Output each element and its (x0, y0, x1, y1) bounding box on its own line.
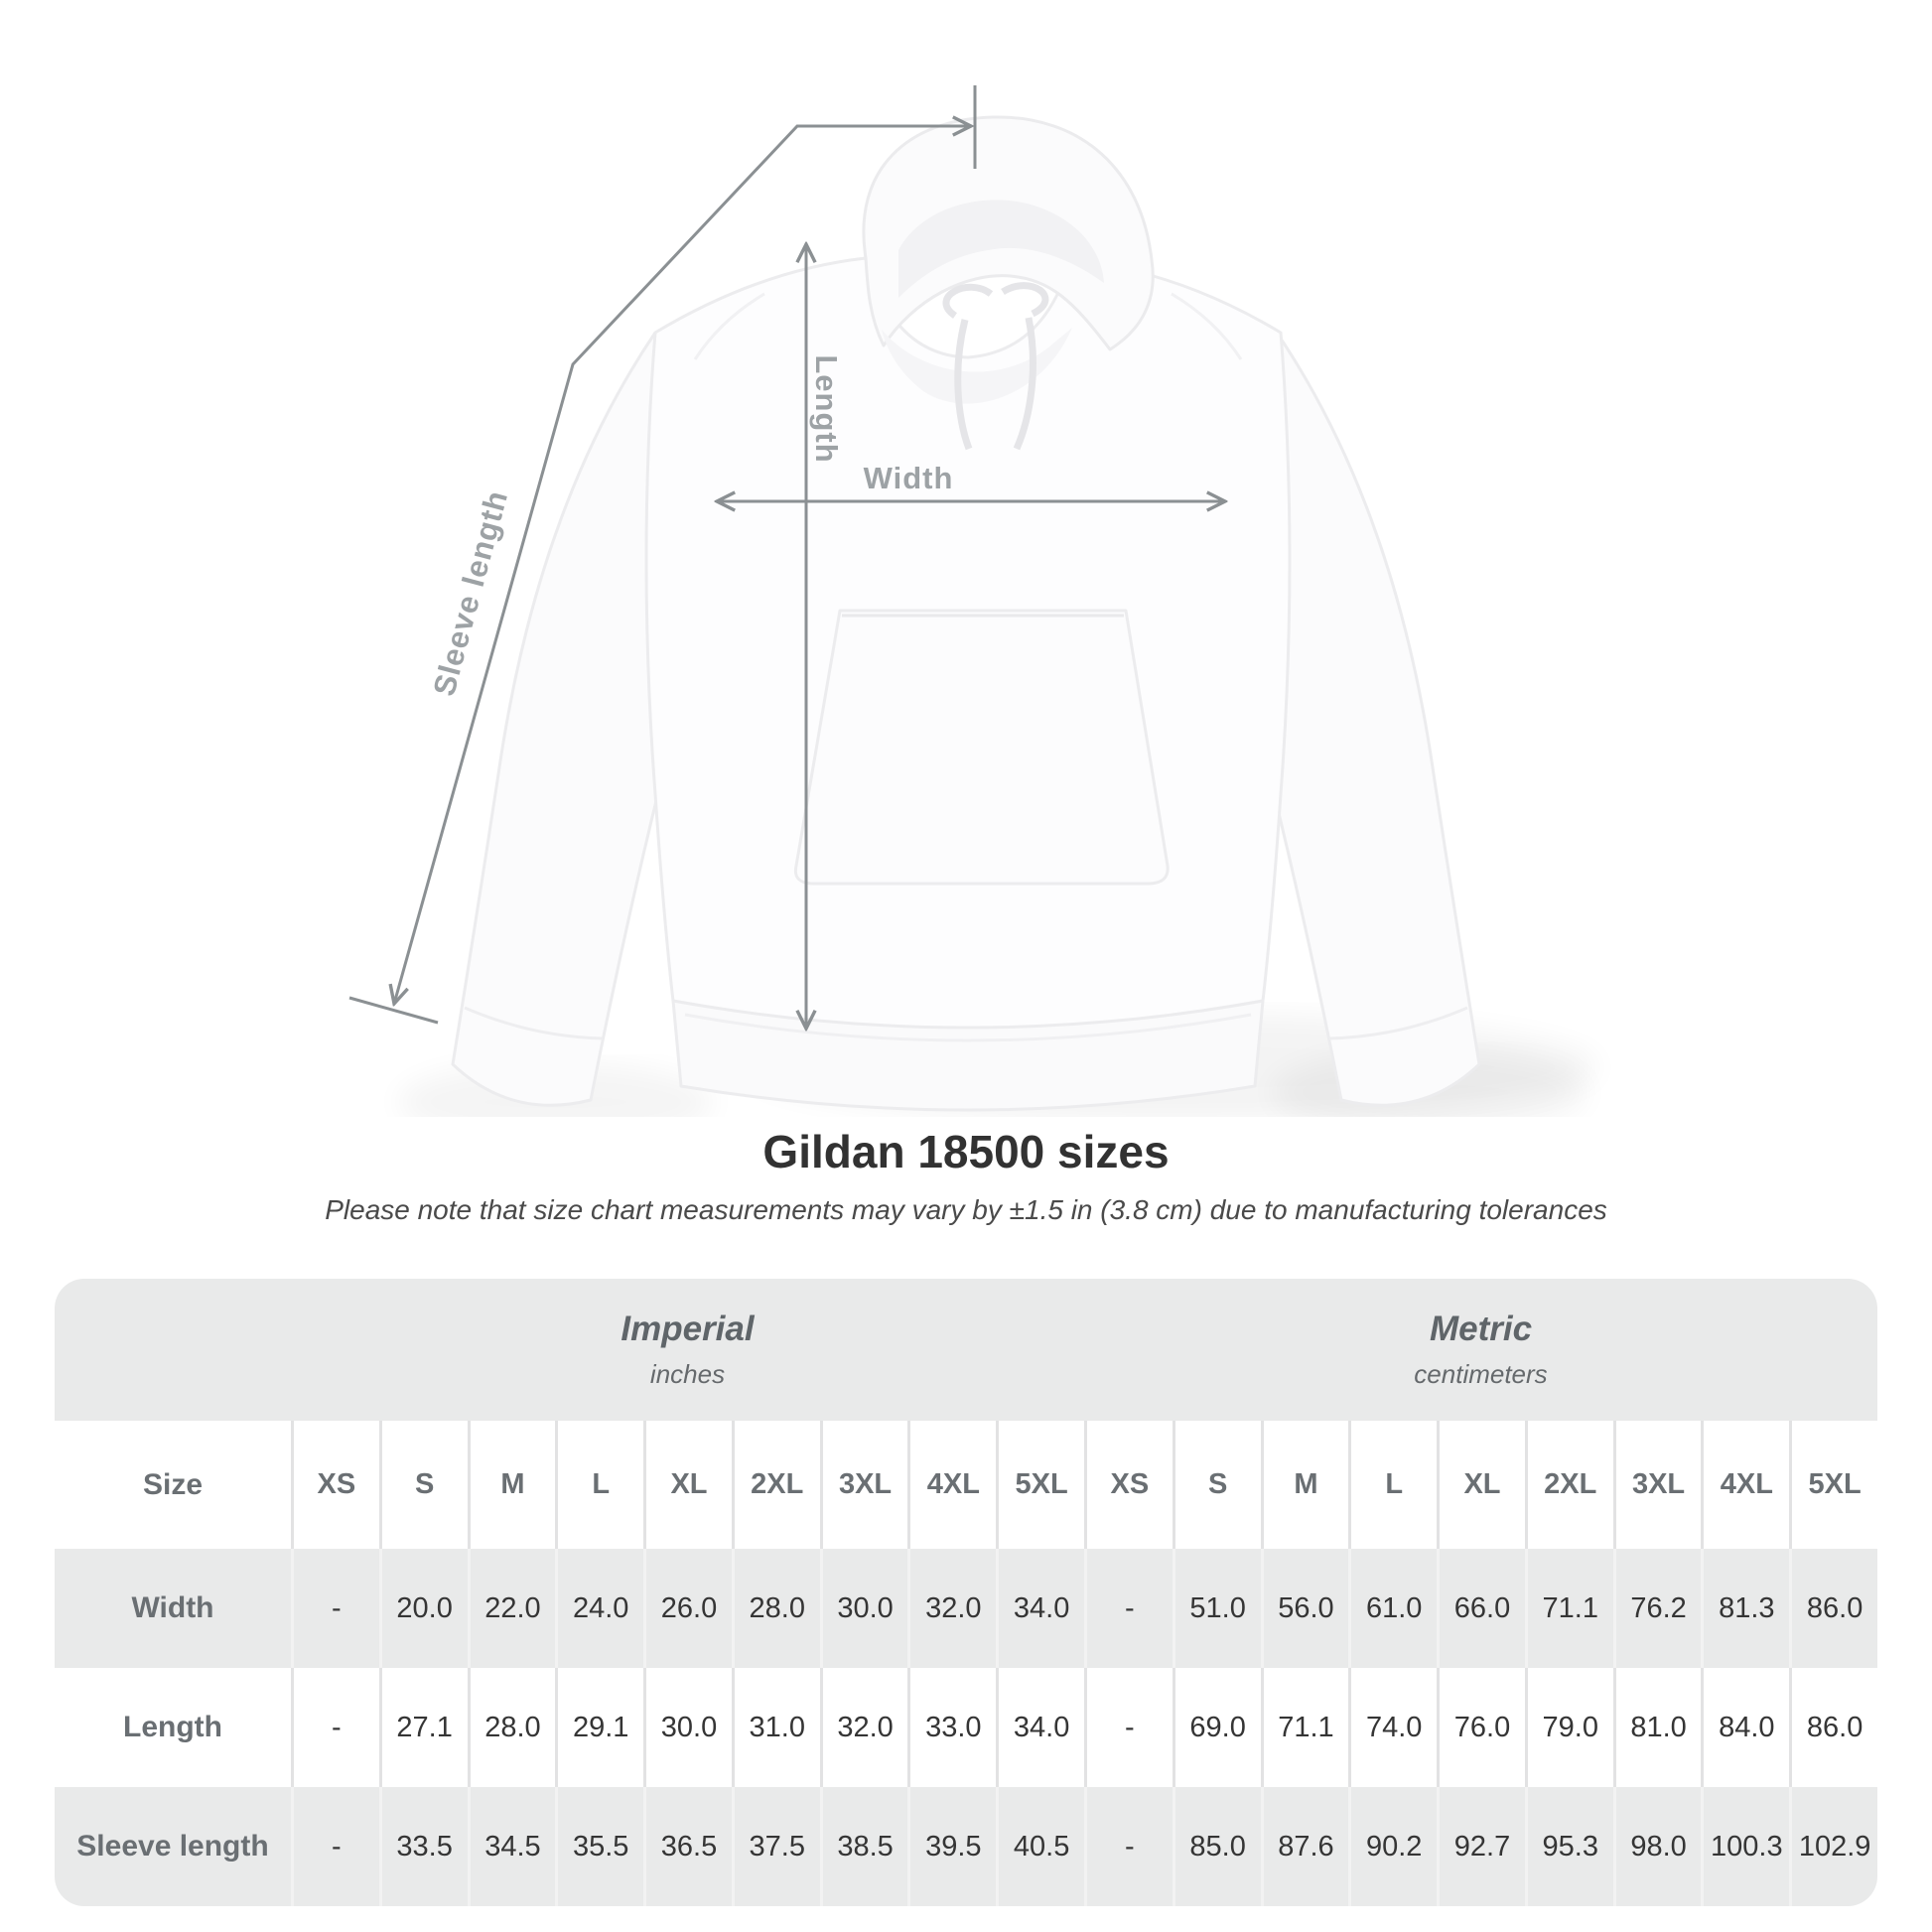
length-value-cell: 79.0 (1525, 1668, 1613, 1787)
sleeve-length-value-cell: 92.7 (1437, 1787, 1525, 1906)
sleeve-length-value-cell: 39.5 (907, 1787, 996, 1906)
sleeve-length-value-cell: 36.5 (643, 1787, 732, 1906)
sleeve-length-label: Sleeve length (426, 485, 515, 700)
sleeve-length-value-cell: 90.2 (1348, 1787, 1437, 1906)
size-column-header: M (1261, 1421, 1349, 1549)
length-value-cell: 32.0 (820, 1668, 908, 1787)
width-value-cell: - (291, 1549, 379, 1668)
sleeve-length-value-cell: 35.5 (555, 1787, 643, 1906)
table-row-width (55, 1549, 1877, 1668)
length-value-cell: 81.0 (1613, 1668, 1702, 1787)
width-value-cell: 34.0 (996, 1549, 1084, 1668)
length-value-cell: 33.0 (907, 1668, 996, 1787)
sleeve-length-value-cell: 98.0 (1613, 1787, 1702, 1906)
table-row-sleeve-length (55, 1787, 1877, 1906)
length-row-label: Length (123, 1711, 222, 1743)
imperial-header-group (291, 1310, 1084, 1390)
sleeve-length-value-cell: 37.5 (732, 1787, 820, 1906)
sleeve-length-value-cell: 40.5 (996, 1787, 1084, 1906)
sleeve-length-value-cell: - (1084, 1787, 1173, 1906)
size-column-header: XL (643, 1421, 732, 1549)
size-column-header: S (1173, 1421, 1261, 1549)
length-value-cell: 69.0 (1173, 1668, 1261, 1787)
metric-title: Metric (1429, 1310, 1533, 1348)
size-column-header: 5XL (996, 1421, 1084, 1549)
unit-header-band (55, 1279, 1877, 1421)
width-value-cell: 76.2 (1613, 1549, 1702, 1668)
width-value-cell: 61.0 (1348, 1549, 1437, 1668)
size-row-header: Size (142, 1467, 204, 1501)
width-value-cell: 56.0 (1261, 1549, 1349, 1668)
length-label: Length (809, 354, 844, 464)
table-row-length (55, 1668, 1877, 1787)
metric-unit: centimeters (1414, 1359, 1548, 1389)
metric-header-group (1084, 1310, 1877, 1390)
width-value-cell: 66.0 (1437, 1549, 1525, 1668)
size-column-header: S (379, 1421, 468, 1549)
width-value-cell: 86.0 (1789, 1549, 1877, 1668)
length-value-cell: 34.0 (996, 1668, 1084, 1787)
size-column-header: XS (1084, 1421, 1173, 1549)
size-column-header: 3XL (820, 1421, 908, 1549)
length-value-cell: 31.0 (732, 1668, 820, 1787)
length-value-cell: 76.0 (1437, 1668, 1525, 1787)
width-label: Width (863, 461, 954, 495)
width-value-cell: 51.0 (1173, 1549, 1261, 1668)
sleeve-length-row-label: Sleeve length (76, 1830, 269, 1863)
length-value-cell: - (1084, 1668, 1173, 1787)
imperial-title: Imperial (621, 1310, 755, 1348)
width-value-cell: 20.0 (379, 1549, 468, 1668)
sleeve-length-value-cell: - (291, 1787, 379, 1906)
width-value-cell: 30.0 (820, 1549, 908, 1668)
length-value-cell: 86.0 (1789, 1668, 1877, 1787)
width-value-cell: 32.0 (907, 1549, 996, 1668)
heading (0, 1125, 1932, 1226)
size-column-header: M (468, 1421, 556, 1549)
width-value-cell: 81.3 (1701, 1549, 1789, 1668)
width-value-cell: 28.0 (732, 1549, 820, 1668)
width-value-cell: - (1084, 1549, 1173, 1668)
sleeve-length-value-cell: 102.9 (1789, 1787, 1877, 1906)
size-header-row (55, 1421, 1877, 1549)
length-value-cell: 30.0 (643, 1668, 732, 1787)
size-column-header: L (1348, 1421, 1437, 1549)
sleeve-length-value-cell: 85.0 (1173, 1787, 1261, 1906)
imperial-unit: inches (649, 1359, 726, 1389)
width-value-cell: 24.0 (555, 1549, 643, 1668)
sleeve-length-value-cell: 87.6 (1261, 1787, 1349, 1906)
length-value-cell: 29.1 (555, 1668, 643, 1787)
size-column-header: 4XL (1701, 1421, 1789, 1549)
size-column-header: L (555, 1421, 643, 1549)
length-value-cell: 27.1 (379, 1668, 468, 1787)
size-column-header: 2XL (732, 1421, 820, 1549)
size-column-header: 2XL (1525, 1421, 1613, 1549)
tolerance-note: Please note that size chart measurements may vary by ±1.5 in (3.8 cm) due to manufacturing tolerances (325, 1194, 1607, 1225)
page-title: Gildan 18500 sizes (762, 1126, 1170, 1177)
length-value-cell: 74.0 (1348, 1668, 1437, 1787)
size-column-header: XS (291, 1421, 379, 1549)
size-column-header: 3XL (1613, 1421, 1702, 1549)
width-value-cell: 22.0 (468, 1549, 556, 1668)
length-value-cell: - (291, 1668, 379, 1787)
length-value-cell: 71.1 (1261, 1668, 1349, 1787)
size-column-header: XL (1437, 1421, 1525, 1549)
hoodie-image (453, 117, 1479, 1110)
sleeve-length-value-cell: 38.5 (820, 1787, 908, 1906)
sleeve-length-value-cell: 100.3 (1701, 1787, 1789, 1906)
sleeve-length-value-cell: 34.5 (468, 1787, 556, 1906)
width-value-cell: 26.0 (643, 1549, 732, 1668)
width-row-label: Width (131, 1591, 214, 1624)
length-value-cell: 28.0 (468, 1668, 556, 1787)
size-table (55, 1279, 1877, 1906)
sleeve-length-value-cell: 33.5 (379, 1787, 468, 1906)
sleeve-length-value-cell: 95.3 (1525, 1787, 1613, 1906)
size-column-header: 5XL (1789, 1421, 1877, 1549)
length-value-cell: 84.0 (1701, 1668, 1789, 1787)
width-value-cell: 71.1 (1525, 1549, 1613, 1668)
size-column-header: 4XL (907, 1421, 996, 1549)
